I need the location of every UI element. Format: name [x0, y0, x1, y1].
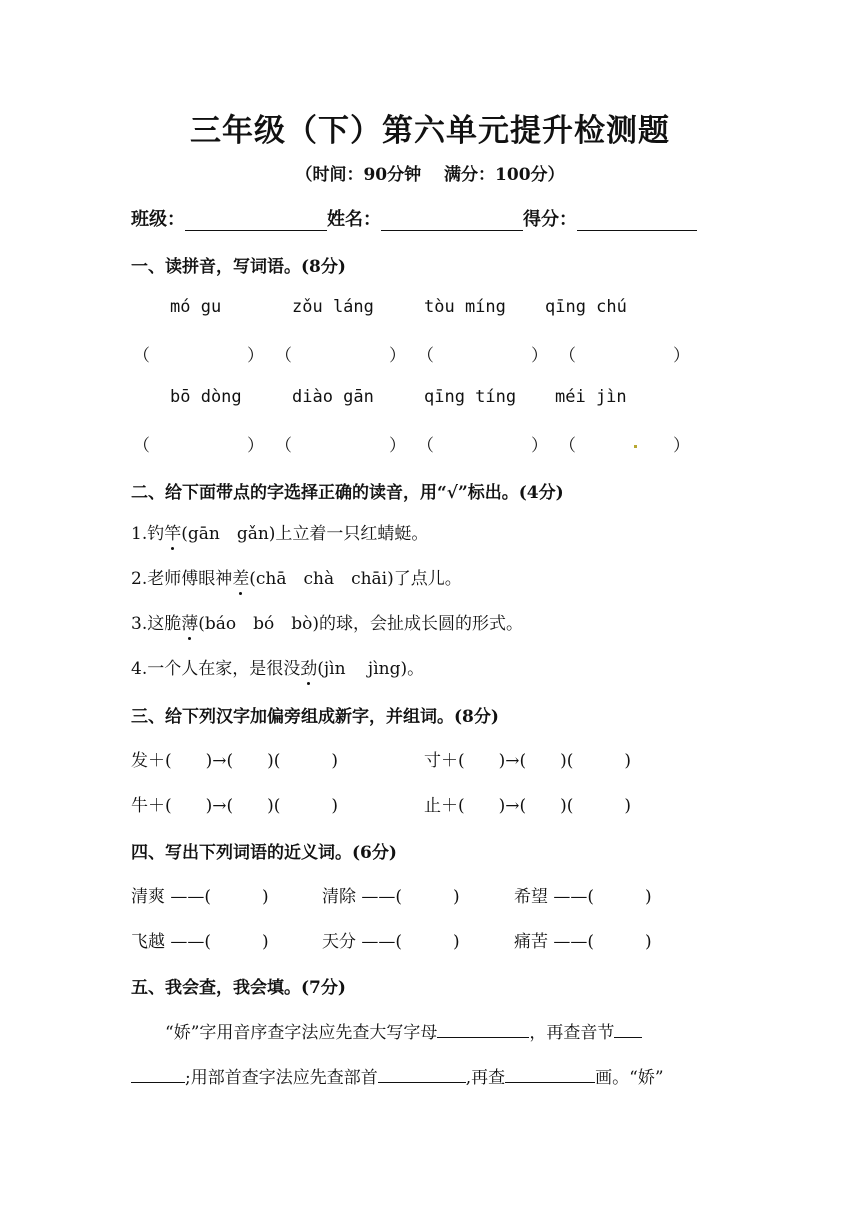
answer-paren-close: ）	[247, 346, 264, 366]
name-blank[interactable]	[381, 210, 523, 231]
fill-blank[interactable]	[437, 1019, 529, 1038]
answer-paren-close: ）	[389, 346, 406, 366]
pinyin-8: méi jìn	[555, 387, 627, 407]
synonym-item-3[interactable]: 希望 ——( )	[514, 887, 652, 907]
pinyin-4: qīng chú	[545, 297, 627, 317]
score-blank[interactable]	[577, 210, 697, 231]
dictionary-line-1	[131, 1018, 642, 1043]
fill-text: ;用部首查字法应先查部首	[185, 1068, 378, 1088]
pinyin-3: tòu míng	[424, 297, 506, 317]
answer-paren-open: （	[559, 436, 576, 456]
synonym-item-1[interactable]: 清爽 ——( )	[131, 887, 269, 907]
reading-question-1	[131, 519, 428, 544]
synonym-item-4[interactable]: 飞越 ——( )	[131, 932, 269, 952]
answer-paren-open: （	[417, 346, 434, 366]
class-blank[interactable]	[185, 210, 327, 231]
fill-text: ,再查	[465, 1068, 506, 1088]
radical-item-4[interactable]: 止＋( )→( )( )	[424, 796, 632, 816]
question-options[interactable]: (báo bó bò)的球，会扯成长圆的形式。	[198, 614, 523, 634]
question-text: 3.这脆	[131, 614, 182, 634]
page-subtitle: （时间：90分钟 满分：100分）	[295, 165, 565, 185]
student-info-row	[131, 205, 697, 231]
reading-question-2	[131, 564, 462, 589]
stray-mark	[634, 445, 637, 448]
fill-text: 画。“娇”	[595, 1068, 664, 1088]
reading-question-3	[131, 609, 523, 634]
dotted-character: 差	[232, 564, 249, 589]
fill-blank[interactable]	[131, 1064, 185, 1083]
synonym-item-2[interactable]: 清除 ——( )	[322, 887, 460, 907]
answer-paren-close: ）	[673, 436, 690, 456]
pinyin-2: zǒu láng	[292, 297, 374, 317]
pinyin-7: qīng tíng	[424, 387, 517, 407]
answer-paren-open: （	[275, 346, 292, 366]
answer-paren-close: ）	[389, 436, 406, 456]
section-3-heading: 三、给下列汉字加偏旁组成新字，并组词。(8分)	[131, 707, 499, 727]
answer-paren-close: ）	[531, 436, 548, 456]
radical-item-2[interactable]: 寸＋( )→( )( )	[424, 751, 632, 771]
reading-question-4	[131, 654, 424, 679]
pinyin-5: bō dòng	[170, 387, 242, 407]
pinyin-6: diào gān	[292, 387, 374, 407]
answer-paren-open: （	[559, 346, 576, 366]
answer-paren-open: （	[417, 436, 434, 456]
answer-paren-open: （	[133, 436, 150, 456]
fill-text: ，再查音节	[529, 1023, 615, 1043]
answer-paren-close: ）	[247, 436, 264, 456]
fill-text: “娇”字用音序查字法应先查大写字母	[131, 1023, 438, 1043]
section-2-heading: 二、给下面带点的字选择正确的读音，用“√”标出。(4分)	[131, 483, 564, 503]
section-5-heading: 五、我会查，我会填。(7分)	[131, 978, 346, 998]
question-text: 2.老师傅眼神	[131, 569, 233, 589]
synonym-item-6[interactable]: 痛苦 ——( )	[514, 932, 652, 952]
page-title: 三年级（下）第六单元提升检测题	[190, 113, 670, 149]
dictionary-line-2	[131, 1063, 664, 1088]
dotted-character: 竿	[164, 519, 181, 544]
answer-paren-open: （	[133, 346, 150, 366]
section-4-heading: 四、写出下列词语的近义词。(6分)	[131, 843, 397, 863]
fill-blank[interactable]	[614, 1019, 642, 1038]
name-label: 姓名：	[327, 209, 381, 230]
fill-blank[interactable]	[505, 1064, 595, 1083]
dotted-character: 劲	[300, 654, 317, 679]
question-text: 4.一个人在家，是很没	[131, 659, 301, 679]
dotted-character: 薄	[181, 609, 198, 634]
question-options[interactable]: (gān gǎn)上立着一只红蜻蜓。	[181, 524, 429, 544]
class-label: 班级：	[131, 209, 185, 230]
pinyin-1: mó gu	[170, 297, 222, 317]
question-text: 1.钓	[131, 524, 165, 544]
answer-paren-close: ）	[673, 346, 690, 366]
answer-paren-close: ）	[531, 346, 548, 366]
question-options[interactable]: (chā chà chāi)了点儿。	[249, 569, 462, 589]
radical-item-3[interactable]: 牛＋( )→( )( )	[131, 796, 339, 816]
section-1-heading: 一、读拼音，写词语。(8分)	[131, 257, 346, 277]
fill-blank[interactable]	[378, 1064, 466, 1083]
radical-item-1[interactable]: 发＋( )→( )( )	[131, 751, 339, 771]
question-options[interactable]: (jìn jìng)。	[317, 659, 425, 679]
score-label: 得分：	[523, 209, 577, 230]
synonym-item-5[interactable]: 天分 ——( )	[322, 932, 460, 952]
answer-paren-open: （	[275, 436, 292, 456]
